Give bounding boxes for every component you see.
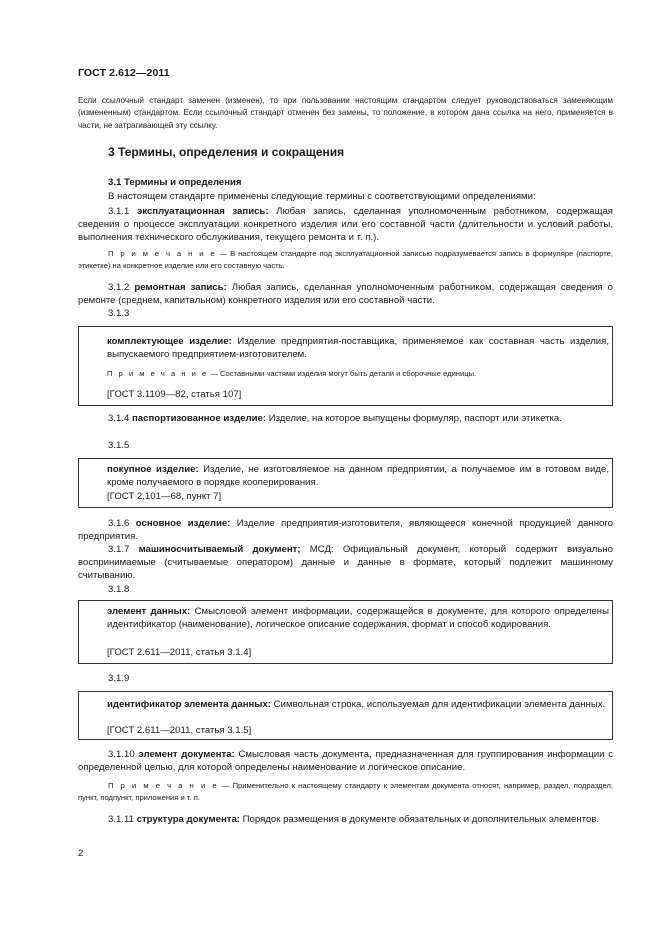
note-label: П р и м е ч а н и е [108,249,217,258]
subsection-title: 3.1 Термины и определения [108,177,242,188]
term-reference: [ГОСТ 2.101—68, пункт 7] [107,491,222,502]
term-number: 3.1.10 [108,749,135,760]
note-text: — В настоящем стандарте под эксплуатационной записью подразумевается запись в формуляре (паспорте, этикетке) на конкретное изделие или его составную часть. [78,249,613,271]
term-reference: [ГОСТ 2.611—2011, статья 3.1.5] [107,725,252,736]
intro-paragraph: Если ссылочный стандарт заменен (изменен), то при пользовании настоящим стандартом следует руководствоваться заменяющим (измененным) стандартом. Если ссылочный стандарт отменен без замены, то положение, в котором дана ссылка на него, применяется в части, не затрагивающей эту ссылку. [78,96,613,130]
term-3-1-8 [107,605,609,631]
term-number-3-1-9: 3.1.9 [108,673,130,684]
term-definition: Смысловая часть документа, предназначенная для группирования информации с определенной целью, для которой определены наименование и логическое описание. [78,749,614,774]
term-name: покупное изделие: [107,464,199,475]
page-header: ГОСТ 2.612—2011 [78,67,170,79]
term-name: эксплуатационная запись: [136,206,269,217]
term-definition: Любая запись, сделанная уполномоченным работником, содержащая сведения о ремонте (среднем, капитальном) конкретного изделия или его составной части. [78,282,614,307]
term-number: 3.1.11 [108,814,134,825]
term-name: основное изделие: [135,518,231,529]
term-name: ремонтная запись: [134,282,227,293]
term-name: комплектующее изделие: [107,336,232,347]
term-box-3-1-8 [78,600,613,664]
term-number-3-1-5: 3.1.5 [108,440,130,451]
page-number: 2 [78,848,84,859]
term-name: паспортизованное изделие: [132,413,267,424]
term-reference: [ГОСТ 2.611—2011, статья 3.1.4] [107,647,252,658]
term-3-1-2 [78,281,613,307]
term-number: 3.1.7 [108,544,130,555]
term-definition: Изделие предприятия-поставщика, применяемое как составная часть изделия, выпускаемого предприятием-изготовителем. [107,336,610,361]
term-number-3-1-3: 3.1.3 [108,308,130,319]
note-label: П р и м е ч а н и е [108,781,219,790]
term-definition: Любая запись, сделанная уполномоченным работником, содержащая сведения о процессе эксплуатации конкретного изделия или его составной части (длительности и условий работы, выполнения технического обслуживания, текущего ремонта и т. п.). [78,206,613,244]
term-name: машиносчитываемый документ; [138,544,301,555]
term-definition: Изделие предприятия-изготовителя, являющееся конечной продукцией данного предприятия. [78,518,613,543]
note-text: — Составными частями изделия могут быть детали и сборочные единицы. [208,369,477,378]
term-3-1-6 [78,517,613,543]
term-3-1-4 [78,412,613,425]
term-name: структура документа: [136,814,240,825]
term-number: 3.1.6 [108,518,130,529]
term-3-1-1 [78,205,613,244]
term-number-3-1-8: 3.1.8 [108,584,130,595]
term-definition: Изделие, на которое выпущены формуляр, паспорт или этикетка. [266,413,562,424]
note-3-1-3 [107,368,607,380]
term-name: элемент данных: [107,606,191,617]
term-definition: Смысловой элемент информации, содержащейся в документе, для которого определены идентификатор (наименование), логическое описание содержания, формат и способ кодирования. [107,606,609,631]
term-definition: Изделие, не изготовляемое на данном предприятии, а получаемое им в готовом виде, кроме получаемого в порядке кооперирования. [107,464,609,489]
term-number: 3.1.2 [108,282,130,293]
term-reference: [ГОСТ 3.1109—82, статья 107] [107,389,242,400]
term-3-1-7 [78,543,613,582]
term-name: элемент документа: [138,749,235,760]
lead-paragraph: В настоящем стандарте применены следующие термины с соответствующими определениями: [108,191,536,202]
term-box-3-1-5 [78,458,613,508]
term-name: идентификатор элемента данных: [107,699,272,710]
term-3-1-9 [107,698,609,711]
term-3-1-3 [107,335,609,361]
term-box-3-1-9 [78,691,613,740]
term-number: 3.1.4 [108,413,130,424]
term-definition: Символьная строка, используемая для идентификации элемента данных. [271,699,606,710]
term-box-3-1-3 [78,326,613,406]
term-3-1-11 [78,813,613,826]
term-definition: МСД: Официальный документ, который содержит визуально воспринимаемые (считываемые оператором) данные и данные в формате, который подлежит машинному считыванию. [78,544,613,582]
term-3-1-5 [107,463,609,489]
term-number: 3.1.1 [108,206,130,217]
note-label: П р и м е ч а н и е [107,369,209,378]
note-3-1-1 [78,248,613,273]
term-3-1-10 [78,748,613,774]
section-title: 3 Термины, определения и сокращения [108,145,345,159]
term-definition: Порядок размещения в документе обязательных и дополнительных элементов. [239,814,600,825]
note-text: — Применительно к настоящему стандарту к элементам документа относят, например, раздел, подраздел, пункт, подпункт, приложения и т. п. [78,781,613,803]
note-3-1-10 [78,780,613,805]
